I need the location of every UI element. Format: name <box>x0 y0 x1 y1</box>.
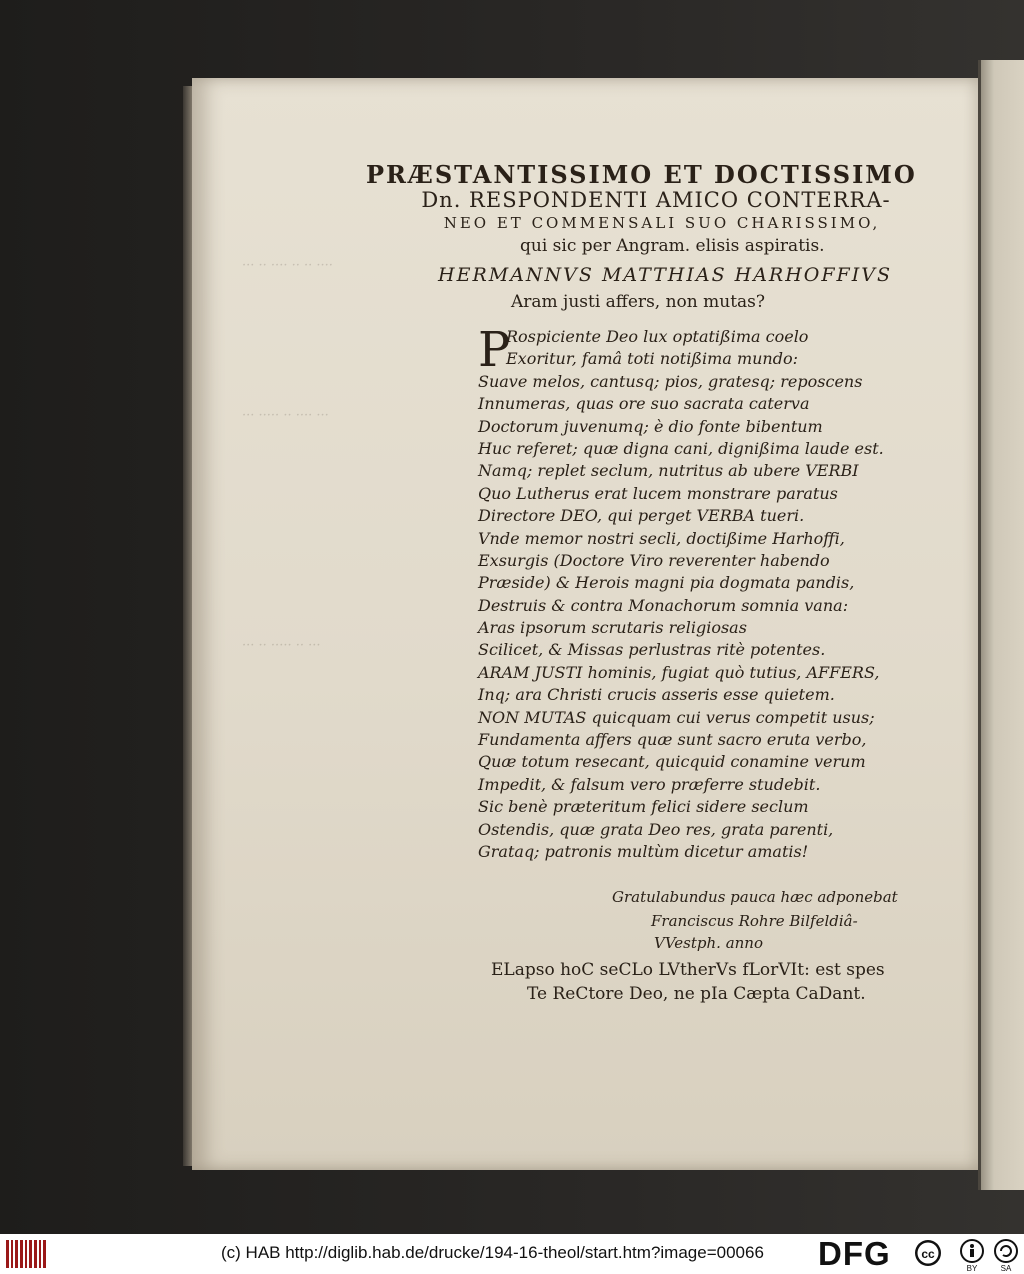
poem-line: Exoritur, famâ toti notißima mundo: <box>506 349 798 369</box>
chronogram-line-1: ELapso hoC seCLo LVtherVs fLorVIt: est spes <box>491 960 885 980</box>
signature-line-2: Franciscus Rohre Bilfeldiâ- <box>651 912 858 930</box>
poem <box>478 322 884 863</box>
poem-line: Huc referet; quæ digna cani, dignißima laude est. <box>478 438 884 458</box>
heading-line-3: NEO ET COMMENSALI SUO CHARISSIMO, <box>443 214 881 232</box>
adjacent-page-edge <box>978 60 1024 1190</box>
poem-line: Namq; replet seclum, nutritus ab ubere VERBI <box>478 461 859 481</box>
poem-line: Destruis & contra Monachorum somnia vana: <box>478 595 849 615</box>
poem-line: Vnde memor nostri secli, doctißime Harhoffi, <box>478 528 845 548</box>
creative-commons-license-icon[interactable] <box>912 1238 1024 1272</box>
anagram-line: Aram justi affers, non mutas? <box>510 292 766 312</box>
svg-text:cc: cc <box>921 1247 935 1261</box>
poem-line: Innumeras, quas ore suo sacrata caterva <box>478 394 810 414</box>
heading-line-1: PRÆSTANTISSIMO ET DOCTISSIMO <box>366 160 917 189</box>
credit-link[interactable]: (c) HAB http://diglib.hab.de/drucke/194-16-theol/start.htm?image=00066 <box>221 1243 764 1262</box>
poem-line: Exsurgis (Doctore Viro reverenter habendo <box>478 550 830 570</box>
signature-line-3: VVestph. anno <box>654 934 763 952</box>
poem-line: Doctorum juvenumq; è dio fonte bibentum <box>478 416 823 436</box>
drop-cap: P <box>478 322 511 378</box>
show-through-text: ··· ·· ····· ·· ··· <box>242 638 321 653</box>
show-through-text: ··· ·· ···· ·· ·· ···· <box>242 258 333 273</box>
poem-line: ARAM JUSTI hominis, fugiat quò tutius, AFFERS, <box>478 662 880 682</box>
poem-line: NON MUTAS quicquam cui verus competit usus; <box>478 707 875 727</box>
poem-line: Inq; ara Christi crucis asseris esse quietem. <box>478 685 835 705</box>
author-name: HERMANNVS MATTHIAS HARHOFFIVS <box>438 264 892 286</box>
poem-line: Ostendis, quæ grata Deo res, grata parenti, <box>478 819 834 839</box>
poem-line: Rospiciente Deo lux optatißima coelo <box>506 327 809 346</box>
poem-line: Grataq; patronis multùm dicetur amatis! <box>478 841 809 861</box>
poem-line: Impedit, & falsum vero præferre studebit. <box>478 774 821 794</box>
poem-line: Præside) & Herois magni pia dogmata pandis, <box>478 573 855 593</box>
heading-line-2: Dn. RESPONDENTI AMICO CONTERRA- <box>421 188 891 212</box>
barcode-icon <box>6 1240 46 1268</box>
poem-line: Suave melos, cantusq; pios, gratesq; reposcens <box>478 371 863 391</box>
poem-line: Sic benè præteritum felici sidere seclum <box>478 797 809 817</box>
signature-line-1: Gratulabundus pauca hæc adponebat <box>612 888 898 906</box>
dfg-logo: DFG <box>818 1235 891 1272</box>
poem-line: Directore DEO, qui perget VERBA tueri. <box>478 506 805 526</box>
poem-line: Scilicet, & Missas perlustras ritè potentes. <box>478 640 826 660</box>
poem-line: Quæ totum resecant, quicquid conamine verum <box>478 752 866 772</box>
poem-line: Aras ipsorum scrutaris religiosas <box>478 618 747 638</box>
heading-line-4: qui sic per Angram. elisis aspiratis. <box>520 236 825 256</box>
chronogram-line-2: Te ReCtore Deo, ne pIa Cæpta CaDant. <box>527 984 866 1004</box>
show-through-text: ··· ····· ·· ···· ··· <box>242 408 329 423</box>
poem-line: Fundamenta affers quæ sunt sacro eruta verbo, <box>478 730 867 750</box>
poem-line: Quo Lutherus erat lucem monstrare paratus <box>478 483 838 503</box>
license-by-label: BY <box>966 1264 978 1272</box>
license-sa-label: SA <box>1000 1264 1012 1272</box>
